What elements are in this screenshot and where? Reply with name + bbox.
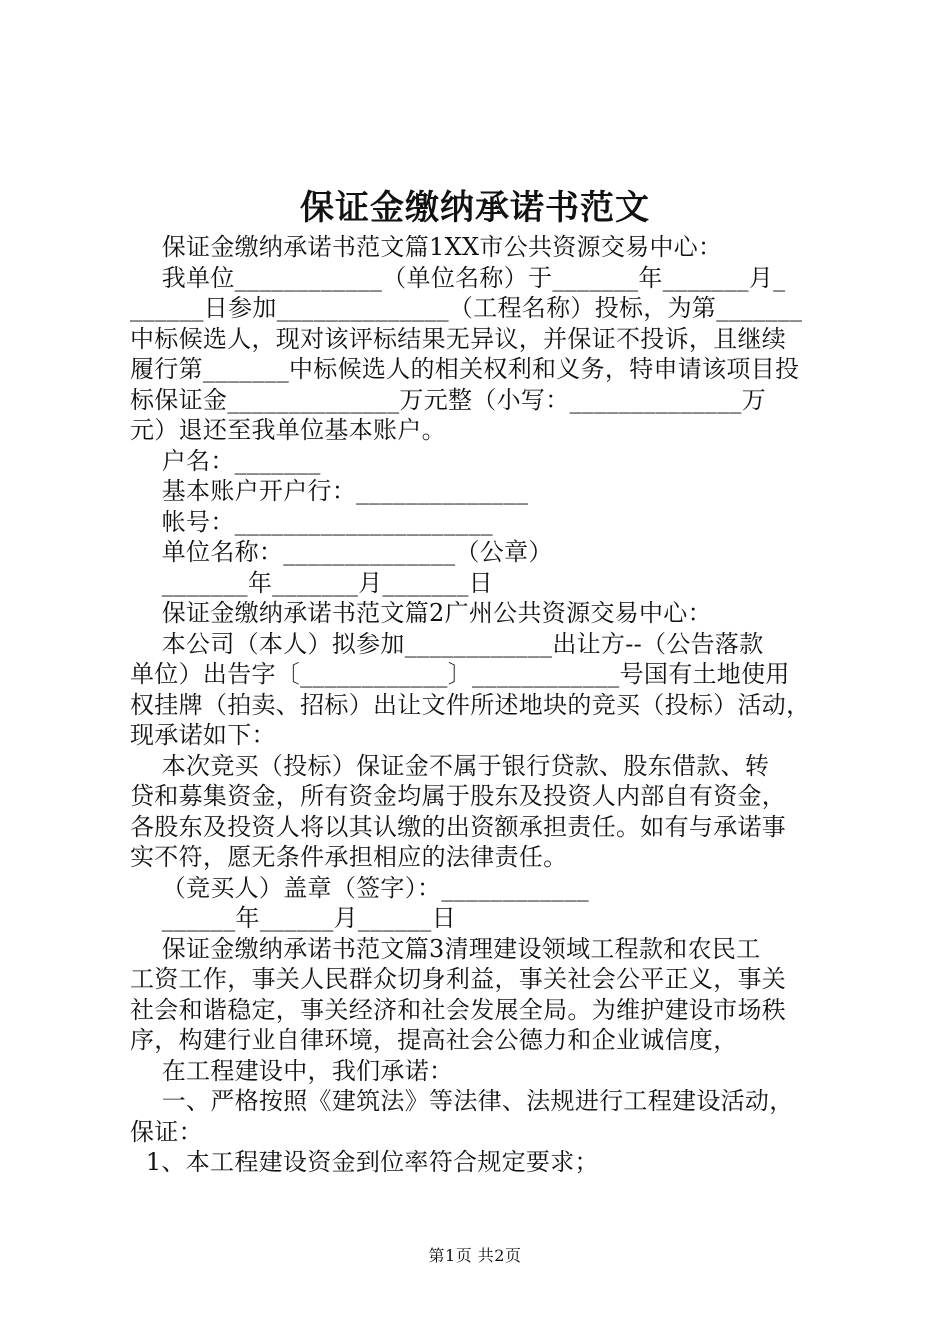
text-line: 实不符，愿无条件承担相应的法律责任。 bbox=[130, 843, 568, 871]
page-footer: 第1页 共2页 bbox=[428, 1246, 522, 1265]
text-line: 贷和募集资金，所有资金均属于股东及投资人内部自有资金， bbox=[130, 782, 787, 810]
text-line: 履行第_______中标候选人的相关权利和义务，特申请该项目投 bbox=[130, 355, 800, 383]
text-line: 各股东及投资人将以其认缴的出资额承担责任。如有与承诺事 bbox=[130, 812, 787, 841]
text-line: 保证金缴纳承诺书范文篇1XX市公共资源交易中心： bbox=[130, 233, 723, 261]
text-line: （竞买人）盖章（签字）：____________ bbox=[130, 873, 589, 902]
text-line: 单位）出告字〔____________〕____________号国有土地使用 bbox=[130, 660, 790, 688]
text-line: 工资工作，事关人民群众切身利益，事关社会公平正义，事关 bbox=[130, 965, 787, 993]
document-body bbox=[130, 232, 830, 1178]
text-line: _______年_______月_______日 bbox=[130, 568, 493, 597]
text-line: 我单位____________（单位名称）于_______年_______月_ bbox=[130, 263, 786, 292]
text-line: 1、本工程建设资金到位率符合规定要求； bbox=[130, 1148, 599, 1176]
text-line: 序，构建行业自律环境，提高社会公德力和企业诚信度， bbox=[130, 1026, 738, 1054]
text-line: 现承诺如下： bbox=[130, 721, 276, 749]
text-line: 权挂牌（拍卖、招标）出让文件所述地块的竞买（投标）活动， bbox=[130, 690, 811, 719]
text-line: 单位名称：______________（公章） bbox=[130, 538, 553, 566]
text-line: 本公司（本人）拟参加____________出让方--（公告落款 bbox=[130, 629, 764, 658]
text-line: 标保证金______________万元整（小写：______________万 bbox=[130, 385, 766, 414]
text-line: ______日参加______________（工程名称）投标，为第_______ bbox=[130, 294, 803, 322]
text-line: 保证金缴纳承诺书范文篇2广州公共资源交易中心： bbox=[130, 599, 712, 627]
text-line: ______年______月______日 bbox=[130, 904, 457, 932]
text-line: 在工程建设中，我们承诺： bbox=[130, 1056, 454, 1085]
text-line: 保证金缴纳承诺书范文篇3清理建设领域工程款和农民工 bbox=[130, 934, 761, 963]
text-line: 帐号：_____________________ bbox=[130, 507, 493, 536]
text-line: 中标候选人，现对该评标结果无异议，并保证不投诉，且继续 bbox=[130, 324, 787, 353]
text-line: 保证： bbox=[130, 1117, 203, 1146]
document-title: 保证金缴纳承诺书范文 bbox=[300, 188, 650, 228]
text-line: 一、严格按照《建筑法》等法律、法规进行工程建设活动， bbox=[130, 1087, 794, 1115]
text-line: 本次竞买（投标）保证金不属于银行贷款、股东借款、转 bbox=[130, 751, 770, 780]
text-line: 基本账户开户行：______________ bbox=[130, 477, 529, 505]
text-line: 社会和谐稳定，事关经济和社会发展全局。为维护建设市场秩 bbox=[130, 995, 787, 1024]
text-line: 元）退还至我单位基本账户。 bbox=[130, 416, 446, 444]
text-line: 户名：_______ bbox=[130, 446, 321, 475]
